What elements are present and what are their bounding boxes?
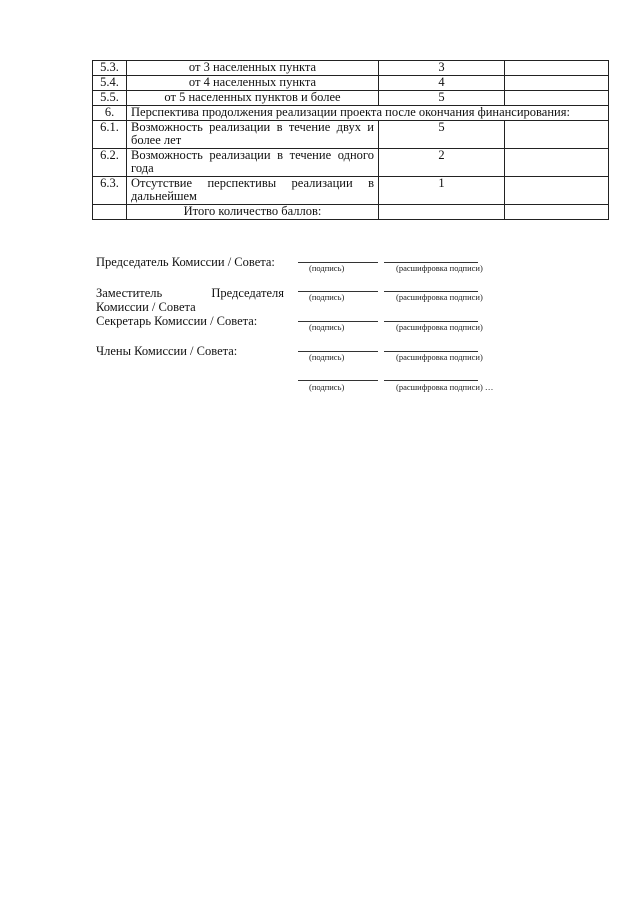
row-number: 5.5. xyxy=(93,91,127,106)
row-number: 6.1. xyxy=(93,121,127,149)
criterion-name: Возможность реализации в течение двух и более лет xyxy=(127,121,379,149)
signature-caption: (подпись) xyxy=(309,292,345,302)
chairman-label: Председатель Комиссии / Совета: xyxy=(96,255,275,269)
members-label: Члены Комиссии / Совета: xyxy=(96,344,238,358)
criterion-points: 3 xyxy=(379,61,505,76)
signature-caption: (подпись) xyxy=(309,263,345,273)
decode-caption: (расшифровка подписи) xyxy=(396,292,483,302)
deputy-label-word: Заместитель xyxy=(96,286,163,300)
decode-caption: (расшифровка подписи) … xyxy=(396,382,494,392)
decode-caption: (расшифровка подписи) xyxy=(396,263,483,273)
criterion-points: 5 xyxy=(379,121,505,149)
section-title: Перспектива продолжения реализации проекта после окончания финансирования: xyxy=(127,106,609,121)
deputy-label xyxy=(96,287,284,300)
criterion-points: 4 xyxy=(379,76,505,91)
row-number: 5.3. xyxy=(93,61,127,76)
total-label: Итого количество баллов: xyxy=(127,205,379,220)
decode-line xyxy=(384,380,478,381)
decode-caption: (расшифровка подписи) xyxy=(396,352,483,362)
section-number: 6. xyxy=(93,106,127,121)
criterion-points: 2 xyxy=(379,149,505,177)
decode-caption: (расшифровка подписи) xyxy=(396,322,483,332)
criterion-name: Отсутствие перспективы реализации в дальнейшем xyxy=(127,177,379,205)
criterion-name: Возможность реализации в течение одного года xyxy=(127,149,379,177)
signature-caption: (подпись) xyxy=(309,352,345,362)
signature-caption: (подпись) xyxy=(309,382,345,392)
deputy-label-word: Председателя xyxy=(211,286,284,300)
criterion-name: от 4 населенных пункта xyxy=(127,76,379,91)
row-number: 5.4. xyxy=(93,76,127,91)
criterion-points: 1 xyxy=(379,177,505,205)
signature-line xyxy=(298,380,378,381)
criterion-name: от 3 населенных пункта xyxy=(127,61,379,76)
criterion-points: 5 xyxy=(379,91,505,106)
row-number: 6.3. xyxy=(93,177,127,205)
secretary-label: Секретарь Комиссии / Совета: xyxy=(96,314,258,328)
row-number: 6.2. xyxy=(93,149,127,177)
criterion-name: от 5 населенных пунктов и более xyxy=(127,91,379,106)
deputy-label-line2: Комиссии / Совета xyxy=(96,300,196,314)
signature-caption: (подпись) xyxy=(309,322,345,332)
